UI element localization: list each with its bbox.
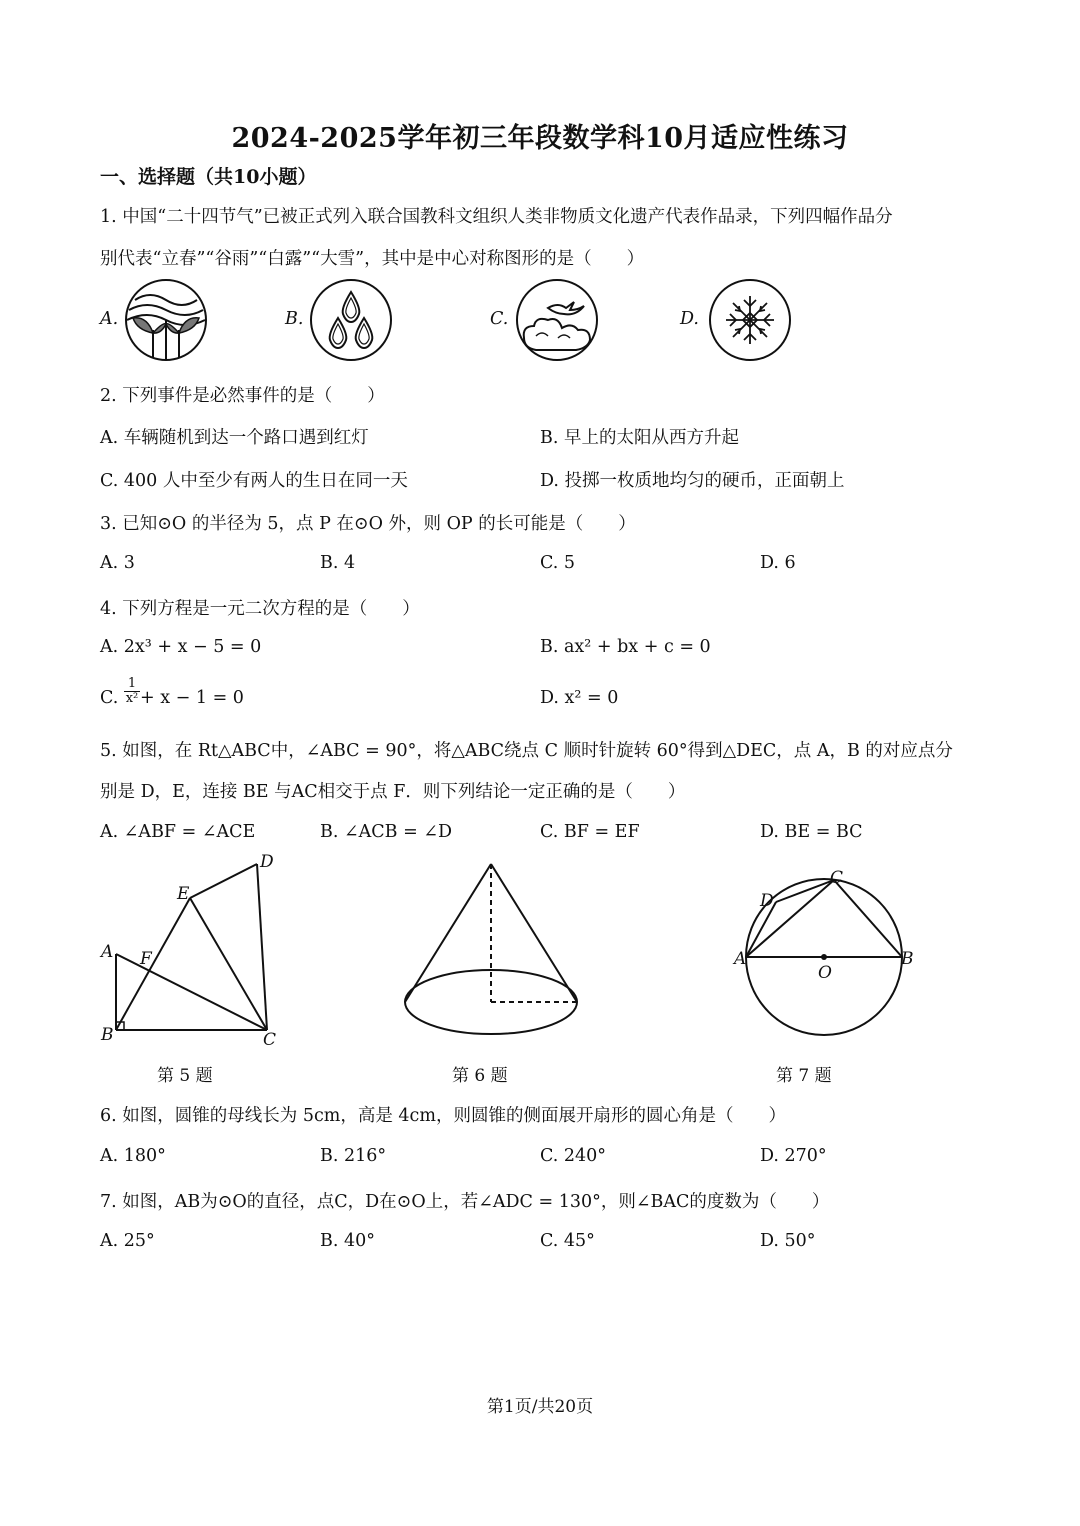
figure-7-caption: 第 7 题 — [776, 1066, 832, 1086]
q1-option-d: D. — [680, 309, 699, 329]
daxue-snowflake-icon — [707, 278, 793, 362]
label-c: C — [263, 1030, 277, 1050]
q7-option-a: A. 25° — [100, 1231, 155, 1251]
q2-option-a: A. 车辆随机到达一个路口遇到红灯 — [100, 428, 369, 448]
q3-option-a: A. 3 — [100, 553, 135, 573]
label-f: F — [140, 949, 152, 969]
q3-option-b: B. 4 — [320, 553, 356, 573]
segment-ed — [190, 864, 257, 898]
fraction-denominator: x² — [125, 691, 139, 706]
label-b: B — [101, 1025, 114, 1045]
chord-dc — [776, 880, 834, 902]
section-heading: 一、选择题（共10小题） — [100, 166, 317, 188]
q4-option-a: A. 2x³ + x − 5 = 0 — [100, 637, 262, 657]
q1-option-a: A. — [100, 309, 119, 329]
q6-option-a: A. 180° — [100, 1146, 166, 1166]
q4-option-c-rest: + x − 1 = 0 — [140, 688, 244, 708]
page-footer: 第1页/共20页 — [486, 1397, 594, 1417]
bailu-bird-cloud-icon — [514, 278, 600, 362]
q1-stem-line1: 1. 中国“二十四节气”已被正式列入联合国教科文组织人类非物质文化遗产代表作品录，下列四幅作品分 — [100, 207, 893, 227]
q5-stem-line1: 5. 如图，在 Rt△ABC中，∠ABC = 90°，将△ABC绕点 C 顺时针旋转 60°得到△DEC，点 A，B 的对应点分 — [100, 741, 953, 761]
q4-option-c-label: C. — [100, 688, 119, 708]
q2-stem: 2. 下列事件是必然事件的是（ ） — [100, 386, 385, 406]
cone-slant-left — [405, 864, 491, 1002]
lichun-sprout-icon — [123, 278, 209, 362]
q4-option-d: D. x² = 0 — [540, 688, 619, 708]
q2-option-c: C. 400 人中至少有两人的生日在同一天 — [100, 471, 408, 491]
q1-option-c: C. — [490, 309, 509, 329]
q3-option-d: D. 6 — [760, 553, 796, 573]
q5-option-c: C. BF = EF — [540, 822, 640, 842]
q5-stem-line2: 别是 D，E，连接 BE 与AC相交于点 F．则下列结论一定正确的是（ ） — [100, 782, 686, 802]
cone-slant-right — [491, 864, 577, 1002]
q4-option-c-fraction — [124, 677, 140, 706]
q6-option-d: D. 270° — [760, 1146, 827, 1166]
label-e: E — [177, 884, 190, 904]
q7-option-d: D. 50° — [760, 1231, 816, 1251]
center-point — [821, 954, 827, 960]
figure-5 — [95, 850, 295, 1050]
label-d: D — [760, 891, 774, 911]
q3-option-c: C. 5 — [540, 553, 576, 573]
label-a: A — [101, 942, 114, 962]
label-c: C — [830, 868, 844, 888]
q4-stem: 4. 下列方程是一元二次方程的是（ ） — [100, 599, 420, 619]
segment-be — [116, 898, 190, 1030]
q4-option-b: B. ax² + bx + c = 0 — [540, 637, 711, 657]
figure-6-caption: 第 6 题 — [452, 1066, 508, 1086]
figure-6-cone — [400, 855, 590, 1045]
q6-option-b: B. 216° — [320, 1146, 387, 1166]
figure-7-circle — [730, 860, 920, 1045]
q5-option-a: A. ∠ABF = ∠ACE — [100, 822, 256, 842]
q7-option-c: C. 45° — [540, 1231, 595, 1251]
guyu-raindrops-icon — [308, 278, 394, 362]
q5-option-d: D. BE = BC — [760, 822, 863, 842]
label-b: B — [901, 949, 914, 969]
q7-stem: 7. 如图，AB为⊙O的直径，点C，D在⊙O上，若∠ADC = 130°，则∠BAC的度数为（ ） — [100, 1192, 830, 1212]
q6-option-c: C. 240° — [540, 1146, 607, 1166]
q6-stem: 6. 如图，圆锥的母线长为 5cm，高是 4cm，则圆锥的侧面展开扇形的圆心角是（ ） — [100, 1106, 786, 1126]
q2-option-d: D. 投掷一枚质地均匀的硬币，正面朝上 — [540, 471, 845, 491]
q1-option-b: B. — [285, 309, 304, 329]
page-title: 2024-2025学年初三年段数学科10月适应性练习 — [231, 123, 849, 154]
segment-dc — [257, 864, 267, 1030]
figure-5-caption: 第 5 题 — [157, 1066, 213, 1086]
label-d: D — [260, 852, 274, 872]
label-o: O — [818, 963, 832, 983]
q2-option-b: B. 早上的太阳从西方升起 — [540, 428, 739, 448]
q3-stem: 3. 已知⊙O 的半径为 5，点 P 在⊙O 外，则 OP 的长可能是（ ） — [100, 514, 636, 534]
q7-option-b: B. 40° — [320, 1231, 376, 1251]
fraction-numerator: 1 — [124, 677, 140, 692]
q5-option-b: B. ∠ACB = ∠D — [320, 822, 453, 842]
label-a: A — [734, 949, 747, 969]
q1-stem-line2: 别代表“立春”“谷雨”“白露”“大雪”，其中是中心对称图形的是（ ） — [100, 249, 645, 269]
